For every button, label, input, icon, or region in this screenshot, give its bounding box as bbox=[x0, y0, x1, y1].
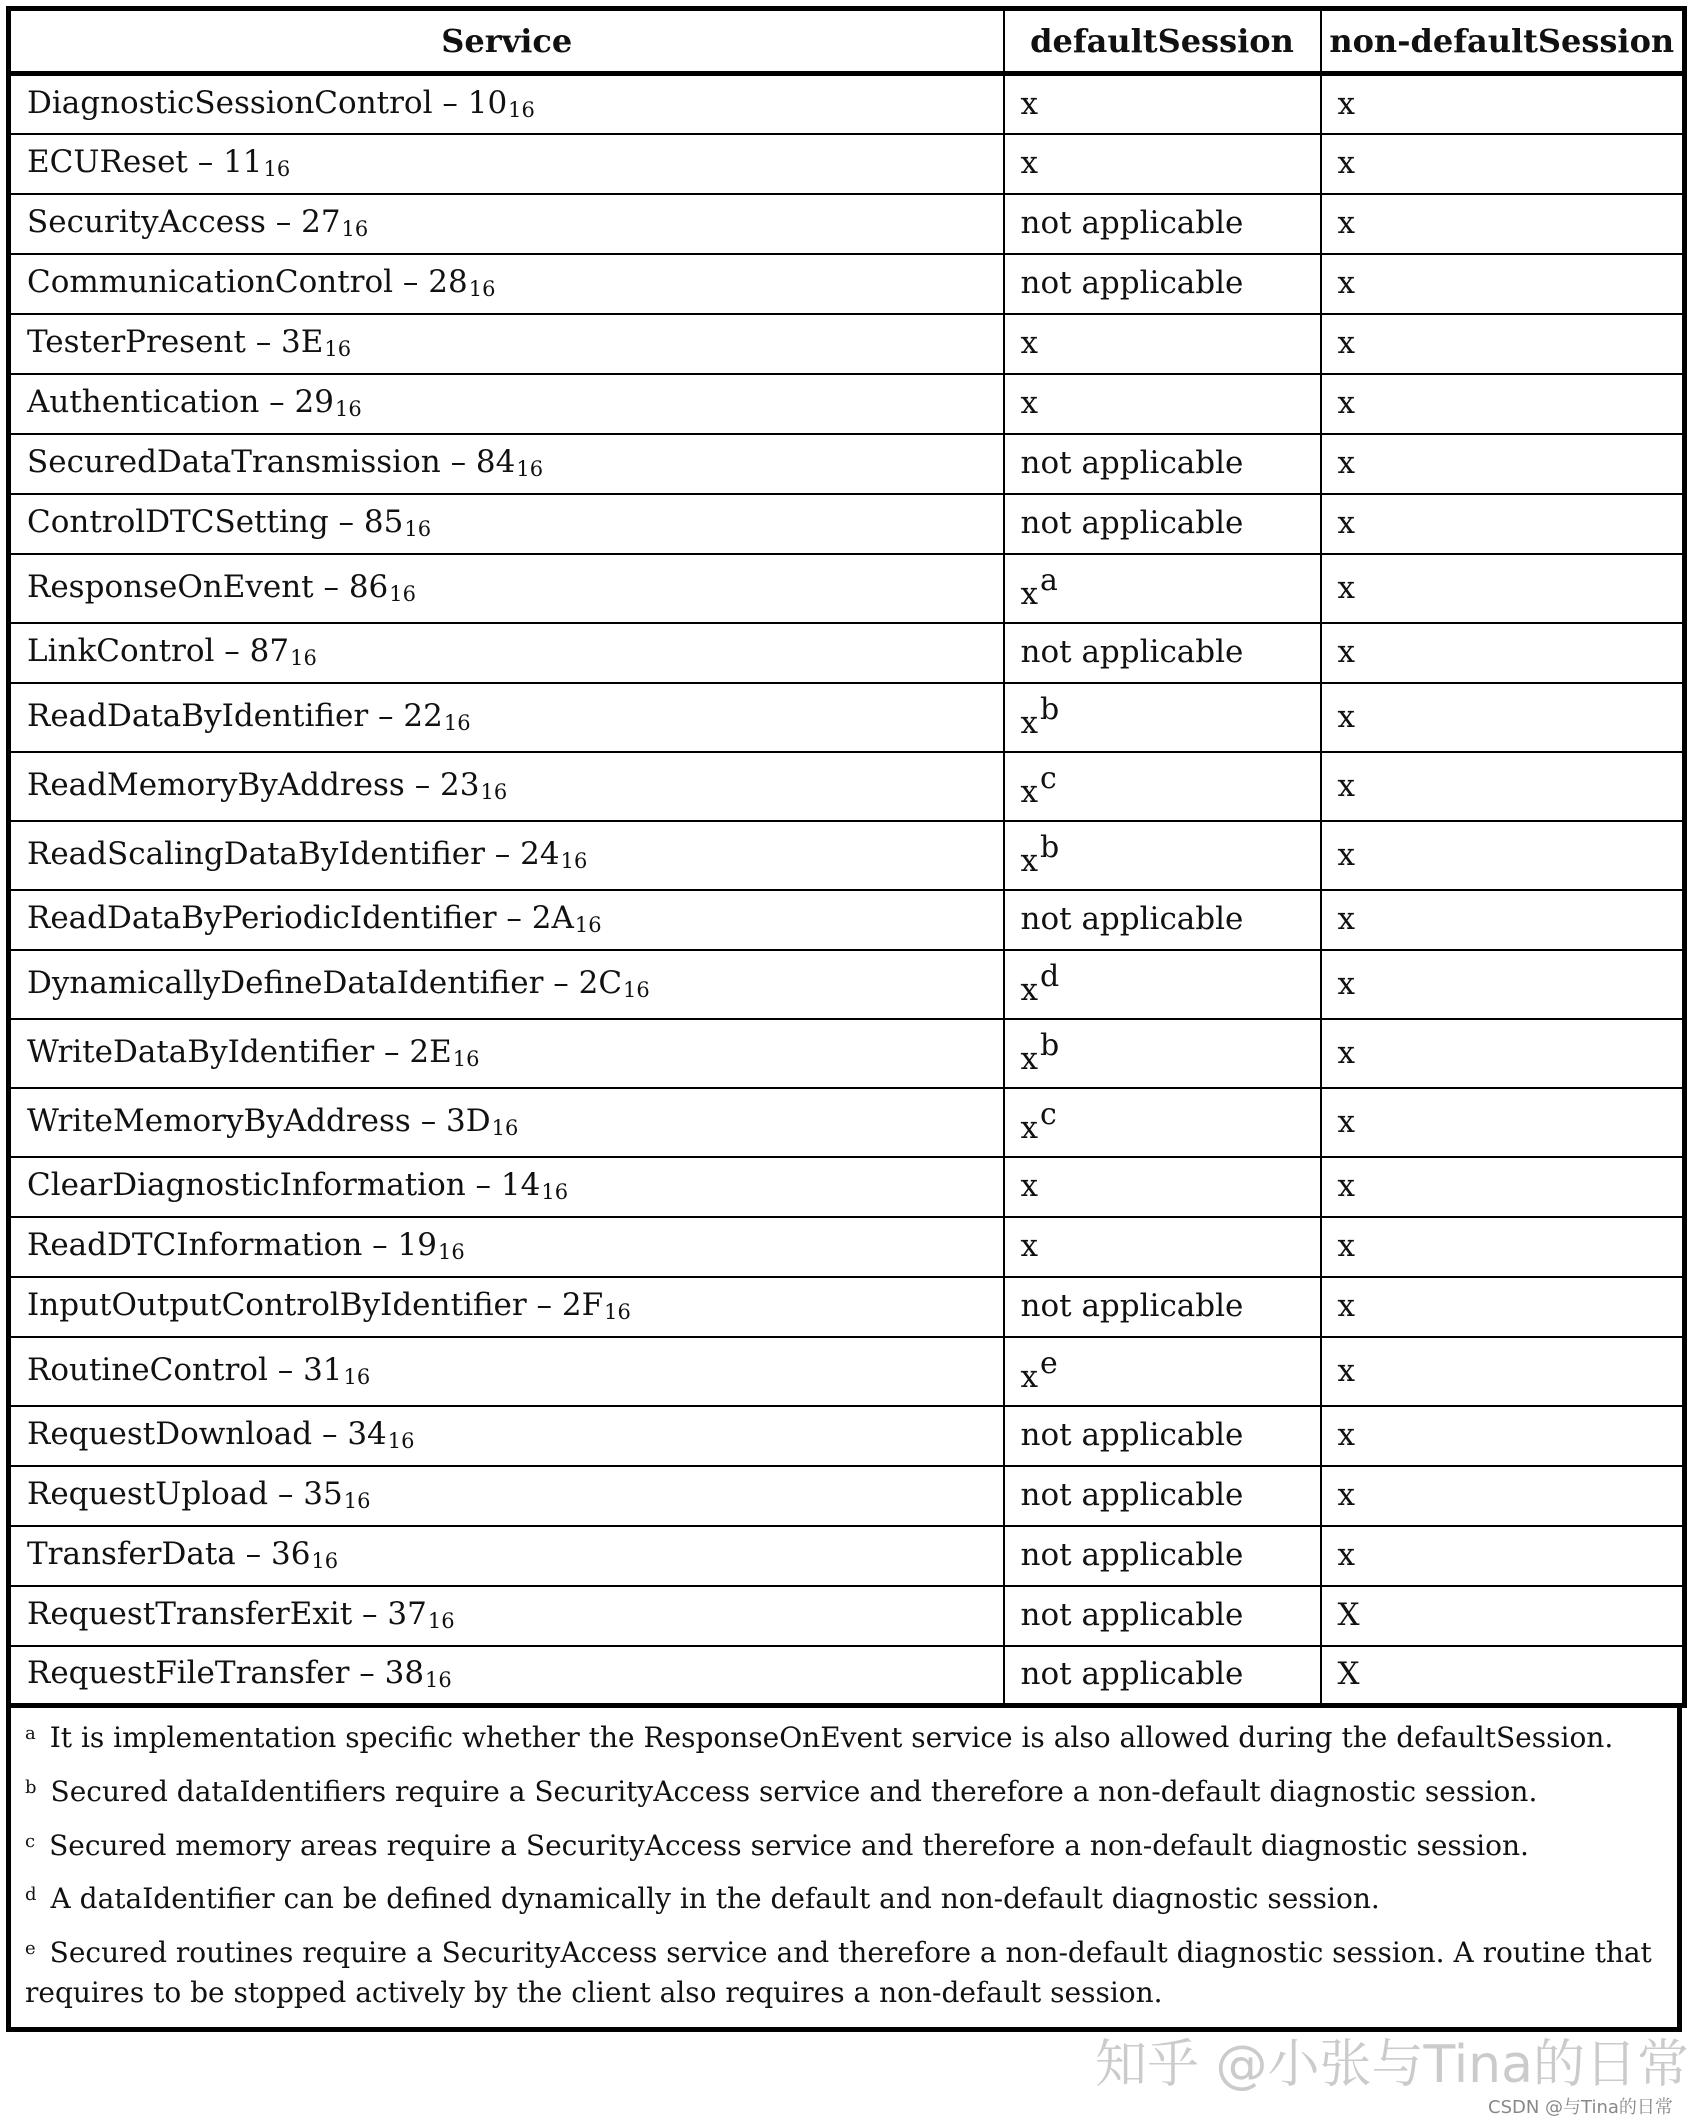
table-row bbox=[9, 1526, 1685, 1586]
non-default-session-cell bbox=[1321, 134, 1685, 194]
non-default-session-value: x bbox=[1337, 698, 1355, 735]
non-default-session-cell bbox=[1321, 194, 1685, 254]
non-default-session-cell bbox=[1321, 890, 1685, 950]
non-default-session-value: x bbox=[1337, 1228, 1355, 1264]
table-row bbox=[9, 194, 1685, 254]
service-name: RequestFileTransfer – 38 bbox=[27, 1655, 425, 1692]
footnote-mark: c bbox=[25, 1830, 36, 1852]
footnote-reference: b bbox=[1039, 692, 1060, 727]
footnote-mark: e bbox=[25, 1938, 36, 1959]
service-id-base: 16 bbox=[604, 1300, 631, 1324]
non-default-session-value: x bbox=[1337, 634, 1355, 670]
table-row bbox=[9, 950, 1685, 1019]
table-row bbox=[9, 314, 1685, 374]
service-name: WriteMemoryByAddress – 3D bbox=[27, 1102, 491, 1139]
service-name: SecurityAccess – 27 bbox=[27, 204, 341, 240]
footnote-mark: a bbox=[25, 1723, 36, 1744]
footnote-text: Secured routines require a SecurityAccess service and therefore a non-default diagnostic session. A routine that requires to be stopped actively by the client also requires a non-default session. bbox=[25, 1936, 1652, 2009]
non-default-session-cell bbox=[1321, 1217, 1685, 1277]
non-default-session-cell bbox=[1321, 254, 1685, 314]
default-session-value: x bbox=[1020, 1110, 1038, 1146]
service-name: ReadDataByPeriodicIdentifier – 2A bbox=[27, 900, 574, 936]
service-cell bbox=[9, 1088, 1004, 1157]
footnote-reference: b bbox=[1039, 1028, 1060, 1063]
service-cell bbox=[9, 1217, 1004, 1277]
default-session-cell bbox=[1004, 74, 1321, 134]
non-default-session-cell bbox=[1321, 1088, 1685, 1157]
table-row bbox=[9, 1646, 1685, 1706]
service-cell bbox=[9, 314, 1004, 374]
service-id-base: 16 bbox=[404, 517, 432, 541]
header-default-session: defaultSession bbox=[1004, 9, 1321, 74]
service-id-base: 16 bbox=[491, 1115, 519, 1140]
service-id-base: 16 bbox=[334, 397, 362, 421]
non-default-session-value: x bbox=[1337, 901, 1355, 937]
default-session-cell bbox=[1004, 1217, 1321, 1277]
default-session-value: not applicable bbox=[1020, 505, 1244, 541]
service-cell bbox=[9, 821, 1004, 890]
footnote-reference: e bbox=[1039, 1346, 1058, 1381]
default-session-cell bbox=[1004, 314, 1321, 374]
service-id-base: 16 bbox=[343, 1489, 371, 1513]
non-default-session-value: x bbox=[1337, 145, 1355, 181]
header-service: Service bbox=[9, 9, 1004, 74]
non-default-session-cell bbox=[1321, 1526, 1685, 1586]
default-session-cell bbox=[1004, 1466, 1321, 1526]
service-cell bbox=[9, 554, 1004, 623]
service-cell bbox=[9, 1586, 1004, 1646]
footnote-reference: c bbox=[1039, 761, 1057, 796]
default-session-value: x bbox=[1020, 843, 1038, 879]
default-session-value: not applicable bbox=[1020, 1417, 1244, 1453]
service-name: ControlDTCSetting – 85 bbox=[27, 504, 404, 540]
default-session-cell bbox=[1004, 134, 1321, 194]
default-session-value: x bbox=[1020, 1359, 1038, 1395]
service-cell bbox=[9, 434, 1004, 494]
service-id-base: 16 bbox=[290, 646, 317, 670]
document-page bbox=[6, 6, 1682, 2032]
default-session-value: x bbox=[1020, 972, 1038, 1008]
default-session-cell bbox=[1004, 1586, 1321, 1646]
table-body bbox=[9, 74, 1685, 1706]
default-session-cell bbox=[1004, 1646, 1321, 1706]
service-id-base: 16 bbox=[508, 97, 535, 122]
non-default-session-cell bbox=[1321, 314, 1685, 374]
default-session-value: not applicable bbox=[1020, 205, 1244, 241]
non-default-session-value: x bbox=[1337, 767, 1355, 804]
service-name: RequestUpload – 35 bbox=[27, 1476, 343, 1512]
service-cell bbox=[9, 623, 1004, 683]
table-row bbox=[9, 1277, 1685, 1337]
non-default-session-value: x bbox=[1337, 965, 1355, 1002]
default-session-value: x bbox=[1020, 85, 1038, 122]
service-name: CommunicationControl – 28 bbox=[27, 264, 468, 300]
default-session-value: x bbox=[1020, 325, 1038, 361]
non-default-session-value: x bbox=[1337, 569, 1355, 606]
header-non-default-session: non-defaultSession bbox=[1321, 9, 1685, 74]
non-default-session-cell bbox=[1321, 683, 1685, 752]
table-row bbox=[9, 434, 1685, 494]
default-session-value: x bbox=[1020, 1168, 1038, 1204]
table-row bbox=[9, 1217, 1685, 1277]
non-default-session-cell bbox=[1321, 821, 1685, 890]
service-cell bbox=[9, 134, 1004, 194]
service-cell bbox=[9, 494, 1004, 554]
non-default-session-value: x bbox=[1337, 1103, 1355, 1140]
service-cell bbox=[9, 74, 1004, 134]
footnote-mark: b bbox=[25, 1776, 37, 1798]
service-cell bbox=[9, 1646, 1004, 1706]
service-cell bbox=[9, 1466, 1004, 1526]
non-default-session-cell bbox=[1321, 752, 1685, 821]
footnote-mark: d bbox=[25, 1884, 37, 1906]
non-default-session-value: x bbox=[1337, 205, 1355, 241]
non-default-session-cell bbox=[1321, 623, 1685, 683]
non-default-session-value: X bbox=[1337, 1597, 1360, 1633]
default-session-value: x bbox=[1020, 1228, 1038, 1264]
service-id-base: 16 bbox=[341, 217, 369, 241]
service-id-base: 16 bbox=[468, 277, 496, 301]
service-id-base: 16 bbox=[452, 1046, 480, 1071]
default-session-cell bbox=[1004, 1406, 1321, 1466]
table-row bbox=[9, 1466, 1685, 1526]
service-id-base: 16 bbox=[623, 977, 650, 1002]
default-session-cell bbox=[1004, 1088, 1321, 1157]
table-row bbox=[9, 821, 1685, 890]
default-session-cell bbox=[1004, 554, 1321, 623]
default-session-cell bbox=[1004, 1019, 1321, 1088]
default-session-value: x bbox=[1020, 145, 1038, 181]
service-id-base: 16 bbox=[324, 337, 352, 361]
service-name: SecuredDataTransmission – 84 bbox=[27, 444, 516, 480]
table-row bbox=[9, 74, 1685, 134]
service-id-base: 16 bbox=[574, 913, 602, 937]
non-default-session-cell bbox=[1321, 1277, 1685, 1337]
service-id-base: 16 bbox=[437, 1240, 465, 1264]
service-name: RequestTransferExit – 37 bbox=[27, 1596, 427, 1632]
table-row bbox=[9, 1019, 1685, 1088]
default-session-value: not applicable bbox=[1020, 901, 1244, 937]
table-row bbox=[9, 623, 1685, 683]
default-session-cell bbox=[1004, 1157, 1321, 1217]
table-row bbox=[9, 134, 1685, 194]
service-id-base: 16 bbox=[425, 1668, 452, 1693]
default-session-value: not applicable bbox=[1020, 265, 1244, 301]
non-default-session-cell bbox=[1321, 1586, 1685, 1646]
service-id-base: 16 bbox=[311, 1549, 339, 1573]
table-row bbox=[9, 1406, 1685, 1466]
default-session-cell bbox=[1004, 752, 1321, 821]
service-name: ClearDiagnosticInformation – 14 bbox=[27, 1167, 541, 1203]
service-cell bbox=[9, 374, 1004, 434]
service-id-base: 16 bbox=[516, 457, 544, 481]
default-session-value: not applicable bbox=[1020, 1477, 1244, 1513]
service-cell bbox=[9, 683, 1004, 752]
service-cell bbox=[9, 1526, 1004, 1586]
table-row bbox=[9, 254, 1685, 314]
default-session-value: not applicable bbox=[1020, 445, 1244, 481]
service-name: DiagnosticSessionControl – 10 bbox=[27, 84, 508, 121]
non-default-session-value: x bbox=[1337, 1477, 1355, 1513]
service-cell bbox=[9, 950, 1004, 1019]
default-session-value: x bbox=[1020, 774, 1038, 810]
service-cell bbox=[9, 194, 1004, 254]
non-default-session-value: x bbox=[1337, 445, 1355, 481]
non-default-session-value: X bbox=[1337, 1656, 1360, 1693]
footnote-text: It is implementation specific whether the ResponseOnEvent service is also allowed during the defaultSession. bbox=[49, 1721, 1614, 1754]
non-default-session-cell bbox=[1321, 494, 1685, 554]
service-name: InputOutputControlByIdentifier – 2F bbox=[27, 1287, 604, 1323]
service-cell bbox=[9, 890, 1004, 950]
footnote-d bbox=[25, 1879, 1663, 1919]
non-default-session-value: x bbox=[1337, 1537, 1355, 1573]
services-table bbox=[6, 6, 1687, 1708]
non-default-session-cell bbox=[1321, 74, 1685, 134]
service-cell bbox=[9, 752, 1004, 821]
non-default-session-value: x bbox=[1337, 1168, 1355, 1204]
default-session-cell bbox=[1004, 821, 1321, 890]
default-session-value: x bbox=[1020, 576, 1038, 612]
non-default-session-cell bbox=[1321, 1406, 1685, 1466]
default-session-value: x bbox=[1020, 385, 1038, 421]
default-session-cell bbox=[1004, 494, 1321, 554]
default-session-cell bbox=[1004, 194, 1321, 254]
default-session-cell bbox=[1004, 1277, 1321, 1337]
table-row bbox=[9, 1088, 1685, 1157]
service-cell bbox=[9, 1337, 1004, 1406]
footnote-text: A dataIdentifier can be defined dynamically in the default and non-default diagnostic session. bbox=[50, 1882, 1380, 1916]
service-name: ResponseOnEvent – 86 bbox=[27, 568, 389, 605]
non-default-session-value: x bbox=[1337, 325, 1355, 361]
table-row bbox=[9, 1586, 1685, 1646]
non-default-session-cell bbox=[1321, 1019, 1685, 1088]
footnote-text: Secured dataIdentifiers require a SecurityAccess service and therefore a non-default diagnostic session. bbox=[50, 1774, 1538, 1808]
service-name: ReadDataByIdentifier – 22 bbox=[27, 697, 443, 734]
non-default-session-cell bbox=[1321, 554, 1685, 623]
non-default-session-cell bbox=[1321, 1337, 1685, 1406]
default-session-cell bbox=[1004, 434, 1321, 494]
footnote-reference: a bbox=[1039, 563, 1058, 598]
service-id-base: 16 bbox=[387, 1429, 415, 1453]
non-default-session-value: x bbox=[1337, 1417, 1355, 1453]
default-session-cell bbox=[1004, 1337, 1321, 1406]
non-default-session-cell bbox=[1321, 950, 1685, 1019]
footnote-reference: c bbox=[1039, 1097, 1057, 1132]
service-name: Authentication – 29 bbox=[27, 384, 334, 420]
default-session-cell bbox=[1004, 890, 1321, 950]
service-name: RequestDownload – 34 bbox=[27, 1416, 387, 1452]
non-default-session-value: x bbox=[1337, 1288, 1355, 1324]
non-default-session-value: x bbox=[1337, 385, 1355, 421]
footnote-a bbox=[25, 1718, 1663, 1758]
service-name: ReadScalingDataByIdentifier – 24 bbox=[27, 835, 560, 872]
service-name: WriteDataByIdentifier – 2E bbox=[27, 1033, 452, 1070]
credit-label: CSDN @与Tina的日常 bbox=[1488, 2097, 1673, 2118]
default-session-value: not applicable bbox=[1020, 1288, 1244, 1324]
non-default-session-value: x bbox=[1337, 265, 1355, 301]
default-session-cell bbox=[1004, 374, 1321, 434]
default-session-value: not applicable bbox=[1020, 1597, 1244, 1633]
table-row bbox=[9, 1337, 1685, 1406]
watermark: 知乎 @小张与Tina的日常 bbox=[1095, 2035, 1689, 2095]
table-row bbox=[9, 890, 1685, 950]
service-name: TesterPresent – 3E bbox=[27, 324, 324, 360]
table-row bbox=[9, 554, 1685, 623]
footnote-reference: d bbox=[1039, 959, 1060, 994]
non-default-session-value: x bbox=[1337, 505, 1355, 541]
default-session-value: x bbox=[1020, 705, 1038, 741]
table-row bbox=[9, 752, 1685, 821]
default-session-cell bbox=[1004, 1526, 1321, 1586]
service-name: TransferData – 36 bbox=[27, 1536, 311, 1572]
service-id-base: 16 bbox=[427, 1609, 455, 1633]
non-default-session-value: x bbox=[1337, 85, 1355, 122]
table-row bbox=[9, 1157, 1685, 1217]
table-row bbox=[9, 494, 1685, 554]
service-name: LinkControl – 87 bbox=[27, 633, 290, 669]
table-row bbox=[9, 374, 1685, 434]
service-id-base: 16 bbox=[541, 1180, 569, 1204]
default-session-cell bbox=[1004, 683, 1321, 752]
service-id-base: 16 bbox=[343, 1364, 371, 1389]
non-default-session-cell bbox=[1321, 1646, 1685, 1706]
service-id-base: 16 bbox=[480, 779, 508, 804]
footnote-b bbox=[25, 1772, 1663, 1812]
service-name: ReadDTCInformation – 19 bbox=[27, 1227, 437, 1263]
service-name: ReadMemoryByAddress – 23 bbox=[27, 766, 480, 803]
default-session-value: x bbox=[1020, 1041, 1038, 1077]
service-cell bbox=[9, 1019, 1004, 1088]
footnotes bbox=[6, 1708, 1682, 2032]
service-cell bbox=[9, 1157, 1004, 1217]
footnote-c bbox=[25, 1826, 1663, 1866]
default-session-value: not applicable bbox=[1020, 1656, 1244, 1693]
service-cell bbox=[9, 1277, 1004, 1337]
non-default-session-cell bbox=[1321, 1157, 1685, 1217]
non-default-session-value: x bbox=[1337, 1352, 1355, 1389]
default-session-cell bbox=[1004, 950, 1321, 1019]
table-header-row bbox=[9, 9, 1685, 74]
default-session-value: not applicable bbox=[1020, 634, 1244, 670]
footnote-e bbox=[25, 1933, 1663, 2013]
service-name: DynamicallyDefineDataIdentifier – 2C bbox=[27, 964, 623, 1001]
service-id-base: 16 bbox=[263, 157, 291, 181]
default-session-cell bbox=[1004, 623, 1321, 683]
service-name: RoutineControl – 31 bbox=[27, 1351, 343, 1388]
service-id-base: 16 bbox=[443, 710, 471, 735]
service-cell bbox=[9, 1406, 1004, 1466]
table-row bbox=[9, 683, 1685, 752]
non-default-session-cell bbox=[1321, 1466, 1685, 1526]
service-cell bbox=[9, 254, 1004, 314]
default-session-value: not applicable bbox=[1020, 1537, 1244, 1573]
service-name: ECUReset – 11 bbox=[27, 144, 263, 180]
non-default-session-value: x bbox=[1337, 1034, 1355, 1071]
non-default-session-value: x bbox=[1337, 836, 1355, 873]
service-id-base: 16 bbox=[389, 581, 417, 606]
service-id-base: 16 bbox=[560, 848, 588, 873]
non-default-session-cell bbox=[1321, 374, 1685, 434]
non-default-session-cell bbox=[1321, 434, 1685, 494]
footnote-reference: b bbox=[1039, 830, 1060, 865]
default-session-cell bbox=[1004, 254, 1321, 314]
footnote-text: Secured memory areas require a SecurityAccess service and therefore a non-default diagnostic session. bbox=[49, 1828, 1529, 1862]
